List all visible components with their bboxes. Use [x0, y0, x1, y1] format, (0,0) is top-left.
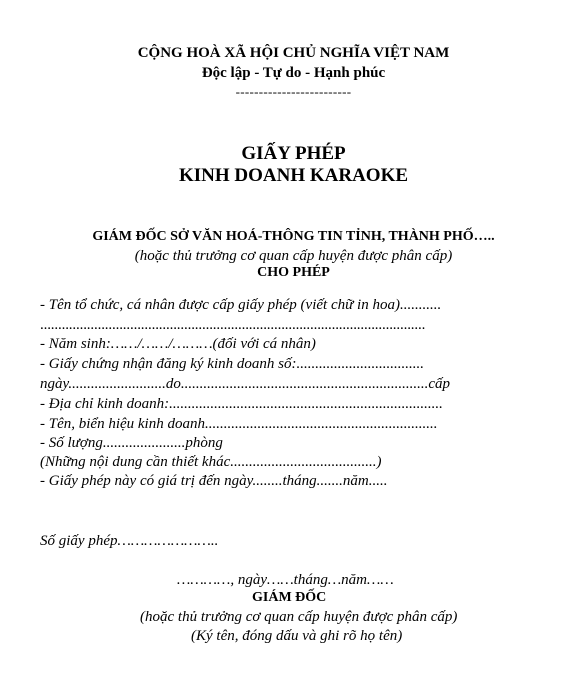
field-validity: - Giấy phép này có giá trị đến ngày........tháng.......năm.....: [40, 473, 388, 489]
signature-title: GIÁM ĐỐC: [252, 590, 327, 605]
grant-heading: CHO PHÉP: [257, 265, 330, 280]
permit-number: Số giấy phép…………………..: [40, 533, 219, 549]
field-organization-name-continued: ...........................................................................................................: [40, 317, 426, 333]
authority-note: (hoặc thủ trưởng cơ quan cấp huyện được phân cấp): [134, 248, 453, 264]
field-room-count: - Số lượng......................phòng: [40, 435, 223, 451]
issuing-authority: GIÁM ĐỐC SỞ VĂN HOÁ-THÔNG TIN TỈNH, THÀNH PHỐ…..: [92, 229, 495, 244]
motto: Độc lập - Tự do - Hạnh phúc: [201, 65, 386, 81]
header-separator: -------------------------: [235, 84, 352, 99]
field-organization-name: - Tên tổ chức, cá nhân được cấp giấy phép (viết chữ in hoa)...........: [40, 297, 442, 313]
document-subtitle: KINH DOANH KARAOKE: [178, 165, 409, 186]
field-registration-date: ngày..........................do..................................................................cấp: [40, 376, 450, 392]
signature-note: (hoặc thủ trưởng cơ quan cấp huyện được phân cấp): [140, 609, 458, 625]
nation-heading: CỘNG HOÀ XÃ HỘI CHỦ NGHĨA VIỆT NAM: [137, 45, 450, 61]
document-title: GIẤY PHÉP: [241, 143, 346, 164]
field-business-sign: - Tên, biển hiệu kinh doanh..............................................................: [40, 416, 438, 432]
signature-date-line: …………, ngày……tháng…năm……: [177, 572, 394, 588]
field-other-content: (Những nội dung cần thiết khác.......................................): [40, 454, 382, 470]
signature-instruction: (Ký tên, đóng dấu và ghi rõ họ tên): [191, 628, 403, 644]
field-birth-date: - Năm sinh:……/……/………(đối với cá nhân): [40, 336, 316, 352]
field-business-registration: - Giấy chứng nhận đăng ký kinh doanh số:..................................: [40, 356, 424, 372]
field-business-address: - Địa chỉ kinh doanh:.........................................................................: [40, 396, 443, 412]
